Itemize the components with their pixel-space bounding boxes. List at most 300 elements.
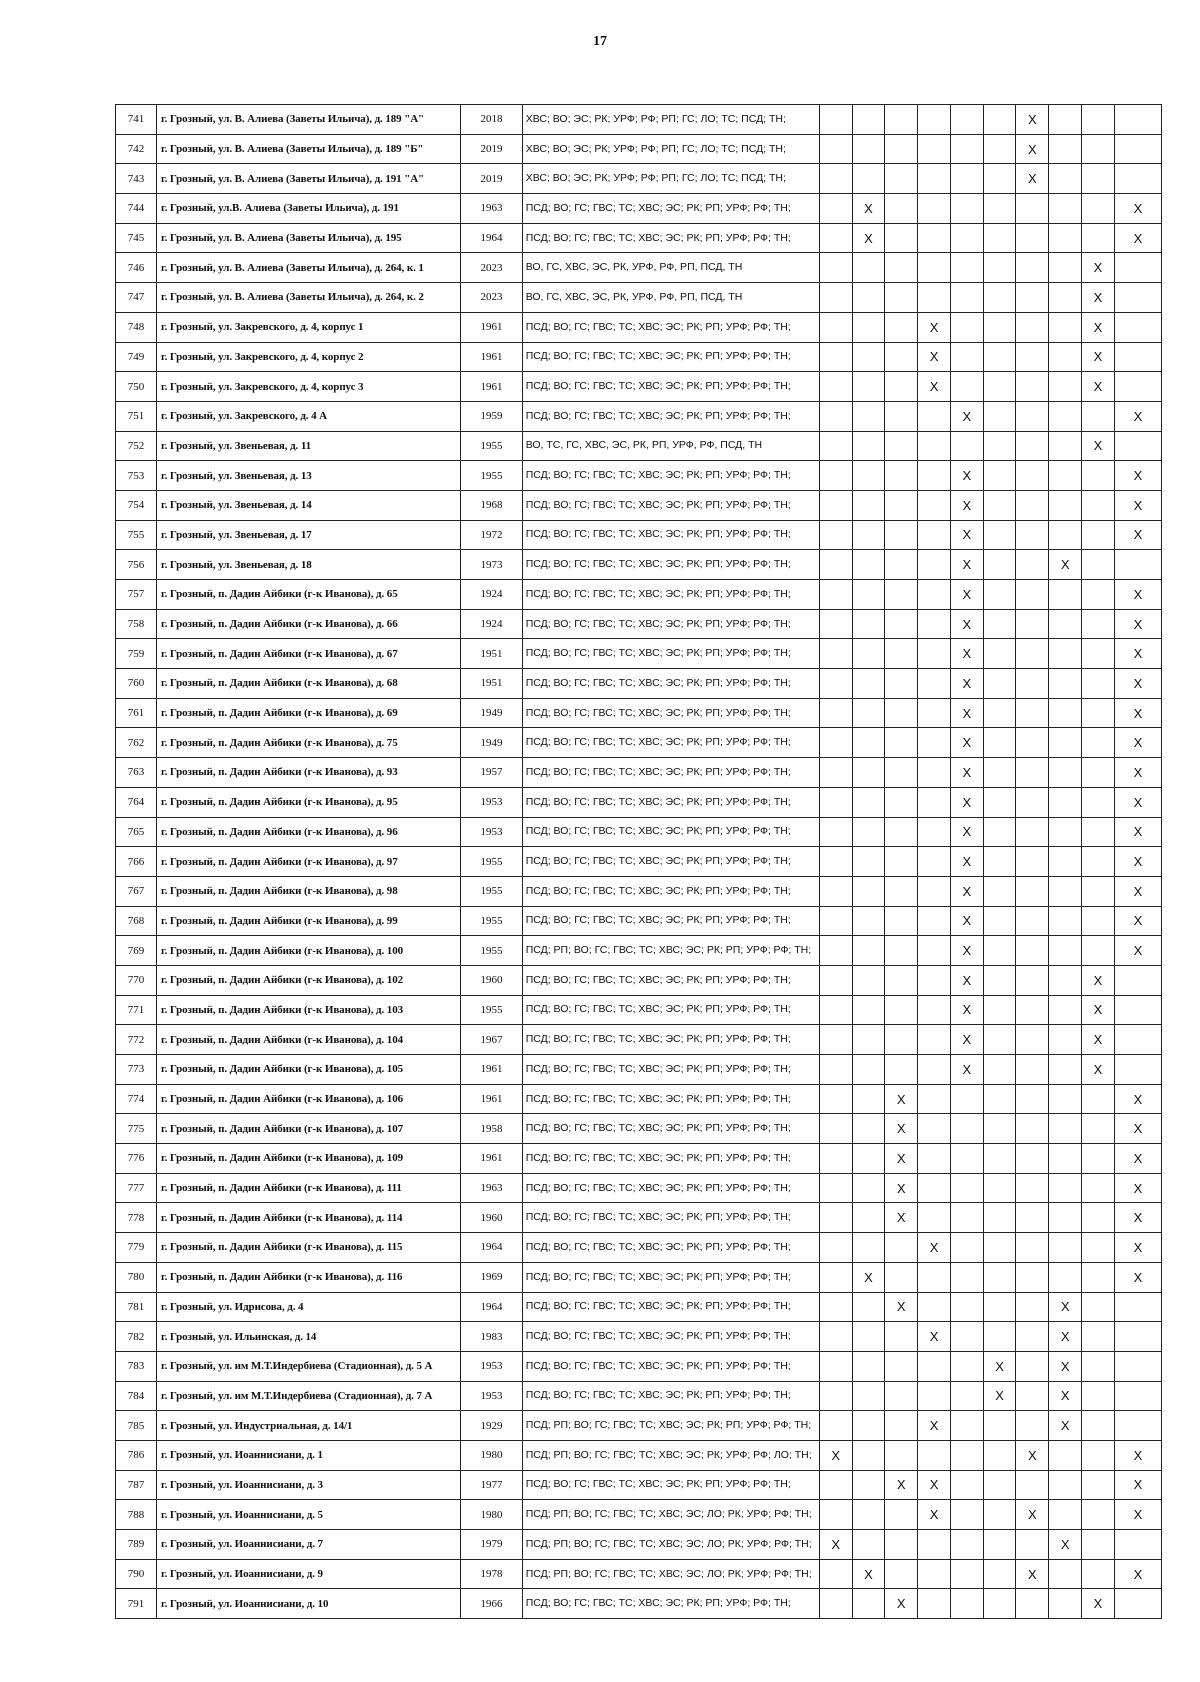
works-list: ПСД; ВО; ГС; ГВС; ТС; ХВС; ЭС; РК; РП; УРФ; РФ; ТН; bbox=[522, 609, 819, 639]
x-mark: X bbox=[864, 1566, 873, 1582]
period-mark-cell bbox=[950, 253, 983, 283]
construction-year: 1959 bbox=[461, 401, 522, 431]
period-mark-cell bbox=[918, 1292, 951, 1322]
period-mark-cell bbox=[885, 1559, 918, 1589]
x-mark: X bbox=[962, 854, 972, 870]
period-mark-cell bbox=[819, 431, 852, 461]
x-mark: X bbox=[929, 379, 939, 395]
x-mark: X bbox=[929, 349, 939, 365]
x-mark: X bbox=[1133, 1239, 1143, 1255]
period-mark-cell bbox=[950, 1411, 983, 1441]
construction-year: 1955 bbox=[461, 847, 522, 877]
x-mark: X bbox=[1133, 200, 1143, 216]
period-mark-cell bbox=[950, 312, 983, 342]
x-mark: X bbox=[1028, 1566, 1037, 1582]
period-mark-cell bbox=[1049, 372, 1082, 402]
period-mark-cell bbox=[918, 758, 951, 788]
construction-year: 1964 bbox=[461, 1233, 522, 1263]
period-mark-cell bbox=[1082, 1233, 1115, 1263]
period-mark-cell bbox=[918, 609, 951, 639]
table-row bbox=[116, 312, 1162, 342]
period-mark-cell bbox=[950, 105, 983, 135]
period-mark-cell bbox=[983, 342, 1016, 372]
table-row bbox=[116, 758, 1162, 788]
period-mark-cell bbox=[983, 1055, 1016, 1085]
period-mark-cell bbox=[885, 520, 918, 550]
table-row bbox=[116, 1233, 1162, 1263]
period-mark-cell bbox=[1016, 609, 1049, 639]
period-mark-cell bbox=[1049, 639, 1082, 669]
x-mark: X bbox=[929, 1239, 939, 1255]
period-mark-cell bbox=[1114, 401, 1161, 431]
building-address: г. Грозный, п. Дадин Айбики (г-к Иванова), д. 103 bbox=[156, 995, 460, 1025]
period-mark-cell bbox=[885, 401, 918, 431]
works-list: ПСД; ВО; ГС; ГВС; ТС; ХВС; ЭС; РК; РП; УРФ; РФ; ТН; bbox=[522, 1262, 819, 1292]
period-mark-cell bbox=[1049, 787, 1082, 817]
period-mark-cell bbox=[983, 847, 1016, 877]
period-mark-cell bbox=[950, 906, 983, 936]
period-mark-cell bbox=[852, 1411, 885, 1441]
table-row bbox=[116, 698, 1162, 728]
period-mark-cell bbox=[1114, 1292, 1161, 1322]
period-mark-cell bbox=[885, 431, 918, 461]
period-mark-cell bbox=[950, 520, 983, 550]
table-row bbox=[116, 847, 1162, 877]
x-mark: X bbox=[1133, 616, 1143, 632]
x-mark: X bbox=[1133, 1477, 1143, 1493]
period-mark-cell bbox=[1049, 520, 1082, 550]
table-row bbox=[116, 965, 1162, 995]
period-mark-cell bbox=[1049, 936, 1082, 966]
period-mark-cell bbox=[1114, 758, 1161, 788]
construction-year: 1966 bbox=[461, 1589, 522, 1619]
period-mark-cell bbox=[1082, 1114, 1115, 1144]
period-mark-cell bbox=[1016, 936, 1049, 966]
period-mark-cell bbox=[852, 669, 885, 699]
period-mark-cell bbox=[918, 164, 951, 194]
period-mark-cell bbox=[1082, 669, 1115, 699]
period-mark-cell bbox=[1082, 1470, 1115, 1500]
construction-year: 1924 bbox=[461, 580, 522, 610]
period-mark-cell bbox=[983, 223, 1016, 253]
period-mark-cell bbox=[1082, 995, 1115, 1025]
x-mark: X bbox=[1133, 1180, 1143, 1196]
x-mark: X bbox=[1133, 408, 1143, 424]
x-mark: X bbox=[1133, 1150, 1143, 1166]
period-mark-cell bbox=[1082, 876, 1115, 906]
period-mark-cell bbox=[852, 283, 885, 313]
x-mark: X bbox=[1133, 735, 1143, 751]
row-number: 780 bbox=[116, 1262, 157, 1292]
period-mark-cell bbox=[852, 1173, 885, 1203]
period-mark-cell bbox=[885, 1381, 918, 1411]
period-mark-cell bbox=[1016, 372, 1049, 402]
table-row bbox=[116, 431, 1162, 461]
period-mark-cell bbox=[1082, 1173, 1115, 1203]
x-mark: X bbox=[1133, 913, 1143, 929]
row-number: 778 bbox=[116, 1203, 157, 1233]
period-mark-cell bbox=[852, 550, 885, 580]
x-mark: X bbox=[1133, 646, 1143, 662]
table-row bbox=[116, 461, 1162, 491]
construction-year: 1955 bbox=[461, 876, 522, 906]
period-mark-cell bbox=[852, 253, 885, 283]
period-mark-cell bbox=[1016, 401, 1049, 431]
building-address: г. Грозный, п. Дадин Айбики (г-к Иванова), д. 96 bbox=[156, 817, 460, 847]
works-list: ВО, ГС, ХВС, ЭС, РК, УРФ, РФ, РП, ПСД, ТН bbox=[522, 283, 819, 313]
works-list: ПСД; ВО; ГС; ГВС; ТС; ХВС; ЭС; РК; РП; УРФ; РФ; ТН; bbox=[522, 669, 819, 699]
works-list: ВО, ТС, ГС, ХВС, ЭС, РК, РП, УРФ, РФ, ПСД, ТН bbox=[522, 431, 819, 461]
building-address: г. Грозный, п. Дадин Айбики (г-к Иванова), д. 106 bbox=[156, 1084, 460, 1114]
period-mark-cell bbox=[1049, 995, 1082, 1025]
period-mark-cell bbox=[852, 1025, 885, 1055]
construction-year: 1964 bbox=[461, 1292, 522, 1322]
period-mark-cell bbox=[1049, 134, 1082, 164]
period-mark-cell bbox=[819, 906, 852, 936]
period-mark-cell bbox=[819, 639, 852, 669]
period-mark-cell bbox=[885, 312, 918, 342]
period-mark-cell bbox=[852, 995, 885, 1025]
period-mark-cell bbox=[918, 698, 951, 728]
period-mark-cell bbox=[983, 728, 1016, 758]
period-mark-cell bbox=[852, 580, 885, 610]
construction-year: 1983 bbox=[461, 1322, 522, 1352]
works-list: ПСД; ВО; ГС; ГВС; ТС; ХВС; ЭС; РК; РП; УРФ; РФ; ТН; bbox=[522, 906, 819, 936]
period-mark-cell bbox=[819, 253, 852, 283]
table-row bbox=[116, 550, 1162, 580]
period-mark-cell bbox=[1049, 283, 1082, 313]
x-mark: X bbox=[962, 586, 972, 602]
period-mark-cell bbox=[885, 1055, 918, 1085]
building-address: г. Грозный, ул. Звеньевая, д. 18 bbox=[156, 550, 460, 580]
x-mark: X bbox=[1060, 1536, 1070, 1552]
works-list: ПСД; ВО; ГС; ГВС; ТС; ХВС; ЭС; РК; РП; УРФ; РФ; ТН; bbox=[522, 1203, 819, 1233]
period-mark-cell bbox=[1114, 817, 1161, 847]
building-address: г. Грозный, ул. Иоаннисиани, д. 5 bbox=[156, 1500, 460, 1530]
x-mark: X bbox=[1133, 1447, 1143, 1463]
row-number: 790 bbox=[116, 1559, 157, 1589]
period-mark-cell bbox=[950, 401, 983, 431]
row-number: 777 bbox=[116, 1173, 157, 1203]
period-mark-cell bbox=[950, 1055, 983, 1085]
period-mark-cell bbox=[950, 669, 983, 699]
period-mark-cell bbox=[1016, 342, 1049, 372]
building-address: г. Грозный, ул. В. Алиева (Заветы Ильича), д. 189 "Б" bbox=[156, 134, 460, 164]
x-mark: X bbox=[995, 1388, 1004, 1404]
works-list: ПСД; ВО; ГС; ГВС; ТС; ХВС; ЭС; РК; РП; УРФ; РФ; ТН; bbox=[522, 1381, 819, 1411]
table-row bbox=[116, 1055, 1162, 1085]
period-mark-cell bbox=[852, 1292, 885, 1322]
works-list: ПСД; РП; ВО; ГС; ГВС; ТС; ХВС; ЭС; ЛО; РК; УРФ; РФ; ТН; bbox=[522, 1559, 819, 1589]
period-mark-cell bbox=[1049, 1351, 1082, 1381]
table-row bbox=[116, 1351, 1162, 1381]
x-mark: X bbox=[962, 557, 972, 573]
building-address: г. Грозный, ул. Закревского, д. 4 А bbox=[156, 401, 460, 431]
x-mark: X bbox=[962, 972, 972, 988]
works-list: ПСД; ВО; ГС; ГВС; ТС; ХВС; ЭС; РК; РП; УРФ; РФ; ТН; bbox=[522, 728, 819, 758]
period-mark-cell bbox=[852, 1470, 885, 1500]
period-mark-cell bbox=[950, 461, 983, 491]
building-address: г. Грозный, п. Дадин Айбики (г-к Иванова), д. 98 bbox=[156, 876, 460, 906]
period-mark-cell bbox=[1114, 728, 1161, 758]
period-mark-cell bbox=[1049, 1084, 1082, 1114]
period-mark-cell bbox=[918, 253, 951, 283]
period-mark-cell bbox=[1114, 787, 1161, 817]
period-mark-cell bbox=[983, 965, 1016, 995]
period-mark-cell bbox=[819, 401, 852, 431]
building-address: г. Грозный, ул. Закревского, д. 4, корпус 2 bbox=[156, 342, 460, 372]
period-mark-cell bbox=[1049, 1440, 1082, 1470]
period-mark-cell bbox=[1049, 342, 1082, 372]
building-address: г. Грозный, ул. Индустриальная, д. 14/1 bbox=[156, 1411, 460, 1441]
building-address: г. Грозный, п. Дадин Айбики (г-к Иванова), д. 95 bbox=[156, 787, 460, 817]
period-mark-cell bbox=[1082, 758, 1115, 788]
period-mark-cell bbox=[950, 965, 983, 995]
building-address: г. Грозный, ул. Ильинская, д. 14 bbox=[156, 1322, 460, 1352]
works-list: ПСД; ВО; ГС; ГВС; ТС; ХВС; ЭС; РК; РП; УРФ; РФ; ТН; bbox=[522, 312, 819, 342]
period-mark-cell bbox=[819, 1203, 852, 1233]
row-number: 741 bbox=[116, 105, 157, 135]
works-list: ВО, ГС, ХВС, ЭС, РК, УРФ, РФ, РП, ПСД, ТН bbox=[522, 253, 819, 283]
period-mark-cell bbox=[1114, 1589, 1161, 1619]
table-row bbox=[116, 906, 1162, 936]
period-mark-cell bbox=[819, 1322, 852, 1352]
building-address: г. Грозный, ул. Звеньевая, д. 11 bbox=[156, 431, 460, 461]
table-row bbox=[116, 1114, 1162, 1144]
period-mark-cell bbox=[1049, 1233, 1082, 1263]
period-mark-cell bbox=[819, 936, 852, 966]
period-mark-cell bbox=[1016, 728, 1049, 758]
period-mark-cell bbox=[950, 1559, 983, 1589]
period-mark-cell bbox=[983, 253, 1016, 283]
period-mark-cell bbox=[983, 283, 1016, 313]
period-mark-cell bbox=[918, 876, 951, 906]
period-mark-cell bbox=[983, 312, 1016, 342]
period-mark-cell bbox=[819, 698, 852, 728]
x-mark: X bbox=[1060, 1299, 1070, 1315]
x-mark: X bbox=[1133, 586, 1143, 602]
period-mark-cell bbox=[885, 253, 918, 283]
table-row bbox=[116, 520, 1162, 550]
period-mark-cell bbox=[1114, 1470, 1161, 1500]
period-mark-cell bbox=[918, 906, 951, 936]
period-mark-cell bbox=[1016, 906, 1049, 936]
building-address: г. Грозный, п. Дадин Айбики (г-к Иванова), д. 116 bbox=[156, 1262, 460, 1292]
period-mark-cell bbox=[1114, 1262, 1161, 1292]
period-mark-cell bbox=[1016, 431, 1049, 461]
table-row bbox=[116, 194, 1162, 224]
x-mark: X bbox=[962, 705, 972, 721]
table-row bbox=[116, 787, 1162, 817]
period-mark-cell bbox=[983, 520, 1016, 550]
row-number: 789 bbox=[116, 1530, 157, 1560]
period-mark-cell bbox=[885, 965, 918, 995]
period-mark-cell bbox=[819, 847, 852, 877]
period-mark-cell bbox=[852, 1233, 885, 1263]
period-mark-cell bbox=[950, 728, 983, 758]
period-mark-cell bbox=[885, 105, 918, 135]
period-mark-cell bbox=[1082, 1351, 1115, 1381]
construction-year: 1961 bbox=[461, 1084, 522, 1114]
period-mark-cell bbox=[983, 105, 1016, 135]
row-number: 745 bbox=[116, 223, 157, 253]
period-mark-cell bbox=[885, 1351, 918, 1381]
period-mark-cell bbox=[885, 1500, 918, 1530]
period-mark-cell bbox=[819, 1381, 852, 1411]
period-mark-cell bbox=[819, 876, 852, 906]
period-mark-cell bbox=[1049, 1114, 1082, 1144]
building-address: г. Грозный, ул. Идрисова, д. 4 bbox=[156, 1292, 460, 1322]
works-list: ПСД; РП; ВО; ГС; ГВС; ТС; ХВС; ЭС; РК; РП; УРФ; РФ; ТН; bbox=[522, 936, 819, 966]
period-mark-cell bbox=[819, 1470, 852, 1500]
period-mark-cell bbox=[983, 1322, 1016, 1352]
table-row bbox=[116, 1530, 1162, 1560]
period-mark-cell bbox=[918, 1262, 951, 1292]
period-mark-cell bbox=[1049, 1173, 1082, 1203]
x-mark: X bbox=[1060, 1388, 1070, 1404]
table-row bbox=[116, 1203, 1162, 1233]
period-mark-cell bbox=[852, 1084, 885, 1114]
construction-year: 2019 bbox=[461, 134, 522, 164]
period-mark-cell bbox=[819, 609, 852, 639]
period-mark-cell bbox=[1049, 1559, 1082, 1589]
construction-year: 1961 bbox=[461, 372, 522, 402]
x-mark: X bbox=[962, 824, 972, 840]
period-mark-cell bbox=[983, 906, 1016, 936]
period-mark-cell bbox=[1082, 431, 1115, 461]
x-mark: X bbox=[962, 794, 972, 810]
table-row bbox=[116, 164, 1162, 194]
period-mark-cell bbox=[885, 1203, 918, 1233]
period-mark-cell bbox=[852, 1322, 885, 1352]
period-mark-cell bbox=[918, 1470, 951, 1500]
row-number: 754 bbox=[116, 490, 157, 520]
x-mark: X bbox=[1133, 497, 1143, 513]
period-mark-cell bbox=[885, 609, 918, 639]
construction-year: 1978 bbox=[461, 1559, 522, 1589]
period-mark-cell bbox=[950, 1500, 983, 1530]
period-mark-cell bbox=[1114, 876, 1161, 906]
construction-year: 1963 bbox=[461, 194, 522, 224]
period-mark-cell bbox=[819, 1292, 852, 1322]
construction-year: 1977 bbox=[461, 1470, 522, 1500]
period-mark-cell bbox=[1049, 609, 1082, 639]
period-mark-cell bbox=[819, 1084, 852, 1114]
period-mark-cell bbox=[819, 134, 852, 164]
works-list: ПСД; ВО; ГС; ГВС; ТС; ХВС; ЭС; РК; РП; УРФ; РФ; ТН; bbox=[522, 995, 819, 1025]
period-mark-cell bbox=[1049, 817, 1082, 847]
period-mark-cell bbox=[983, 134, 1016, 164]
x-mark: X bbox=[962, 468, 972, 484]
works-list: ПСД; ВО; ГС; ГВС; ТС; ХВС; ЭС; РК; РП; УРФ; РФ; ТН; bbox=[522, 520, 819, 550]
row-number: 787 bbox=[116, 1470, 157, 1500]
works-list: ПСД; ВО; ГС; ГВС; ТС; ХВС; ЭС; РК; РП; УРФ; РФ; ТН; bbox=[522, 1173, 819, 1203]
period-mark-cell bbox=[918, 1322, 951, 1352]
period-mark-cell bbox=[950, 876, 983, 906]
row-number: 788 bbox=[116, 1500, 157, 1530]
period-mark-cell bbox=[1049, 1203, 1082, 1233]
period-mark-cell bbox=[983, 639, 1016, 669]
works-list: ПСД; ВО; ГС; ГВС; ТС; ХВС; ЭС; РК; РП; УРФ; РФ; ТН; bbox=[522, 1233, 819, 1263]
period-mark-cell bbox=[1049, 1589, 1082, 1619]
period-mark-cell bbox=[983, 372, 1016, 402]
works-list: ПСД; ВО; ГС; ГВС; ТС; ХВС; ЭС; РК; РП; УРФ; РФ; ТН; bbox=[522, 787, 819, 817]
period-mark-cell bbox=[1049, 461, 1082, 491]
period-mark-cell bbox=[1016, 965, 1049, 995]
works-list: ПСД; РП; ВО; ГС; ГВС; ТС; ХВС; ЭС; РК; УРФ; РФ; ЛО; ТН; bbox=[522, 1440, 819, 1470]
period-mark-cell bbox=[983, 698, 1016, 728]
works-list: ПСД; ВО; ГС; ГВС; ТС; ХВС; ЭС; РК; РП; УРФ; РФ; ТН; bbox=[522, 965, 819, 995]
building-address: г. Грозный, ул. Звеньевая, д. 13 bbox=[156, 461, 460, 491]
building-address: г. Грозный, ул. В. Алиева (Заветы Ильича), д. 195 bbox=[156, 223, 460, 253]
construction-year: 1955 bbox=[461, 906, 522, 936]
period-mark-cell bbox=[1082, 1203, 1115, 1233]
x-mark: X bbox=[1133, 1507, 1143, 1523]
building-address: г. Грозный, п. Дадин Айбики (г-к Иванова), д. 93 bbox=[156, 758, 460, 788]
x-mark: X bbox=[1133, 1566, 1143, 1582]
period-mark-cell bbox=[983, 164, 1016, 194]
x-mark: X bbox=[1060, 1418, 1070, 1434]
table-row bbox=[116, 105, 1162, 135]
period-mark-cell bbox=[1082, 134, 1115, 164]
x-mark: X bbox=[929, 1329, 939, 1345]
period-mark-cell bbox=[1114, 1411, 1161, 1441]
period-mark-cell bbox=[1016, 1084, 1049, 1114]
period-mark-cell bbox=[1016, 817, 1049, 847]
x-mark: X bbox=[962, 675, 972, 691]
row-number: 746 bbox=[116, 253, 157, 283]
period-mark-cell bbox=[1114, 639, 1161, 669]
period-mark-cell bbox=[852, 936, 885, 966]
period-mark-cell bbox=[819, 1262, 852, 1292]
works-list: ПСД; РП; ВО; ГС; ГВС; ТС; ХВС; ЭС; ЛО; РК; УРФ; РФ; ТН; bbox=[522, 1500, 819, 1530]
period-mark-cell bbox=[983, 550, 1016, 580]
x-mark: X bbox=[962, 913, 972, 929]
period-mark-cell bbox=[918, 1025, 951, 1055]
period-mark-cell bbox=[1049, 906, 1082, 936]
table-row bbox=[116, 253, 1162, 283]
period-mark-cell bbox=[918, 1114, 951, 1144]
x-mark: X bbox=[831, 1447, 841, 1463]
period-mark-cell bbox=[950, 1084, 983, 1114]
period-mark-cell bbox=[852, 105, 885, 135]
period-mark-cell bbox=[1114, 194, 1161, 224]
building-address: г. Грозный, п. Дадин Айбики (г-к Иванова), д. 68 bbox=[156, 669, 460, 699]
x-mark: X bbox=[1093, 1061, 1103, 1077]
period-mark-cell bbox=[918, 1559, 951, 1589]
x-mark: X bbox=[1093, 379, 1103, 395]
building-address: г. Грозный, ул.В. Алиева (Заветы Ильича), д. 191 bbox=[156, 194, 460, 224]
period-mark-cell bbox=[885, 1084, 918, 1114]
period-mark-cell bbox=[983, 461, 1016, 491]
construction-year: 1960 bbox=[461, 1203, 522, 1233]
building-address: г. Грозный, п. Дадин Айбики (г-к Иванова), д. 99 bbox=[156, 906, 460, 936]
row-number: 753 bbox=[116, 461, 157, 491]
x-mark: X bbox=[1093, 260, 1103, 276]
row-number: 782 bbox=[116, 1322, 157, 1352]
period-mark-cell bbox=[1114, 609, 1161, 639]
construction-year: 1961 bbox=[461, 342, 522, 372]
building-address: г. Грозный, п. Дадин Айбики (г-к Иванова), д. 102 bbox=[156, 965, 460, 995]
period-mark-cell bbox=[1016, 1262, 1049, 1292]
period-mark-cell bbox=[1016, 520, 1049, 550]
period-mark-cell bbox=[983, 758, 1016, 788]
period-mark-cell bbox=[950, 134, 983, 164]
works-list: ПСД; ВО; ГС; ГВС; ТС; ХВС; ЭС; РК; РП; УРФ; РФ; ТН; bbox=[522, 401, 819, 431]
period-mark-cell bbox=[950, 490, 983, 520]
works-list: ПСД; ВО; ГС; ГВС; ТС; ХВС; ЭС; РК; РП; УРФ; РФ; ТН; bbox=[522, 1025, 819, 1055]
construction-year: 1949 bbox=[461, 698, 522, 728]
